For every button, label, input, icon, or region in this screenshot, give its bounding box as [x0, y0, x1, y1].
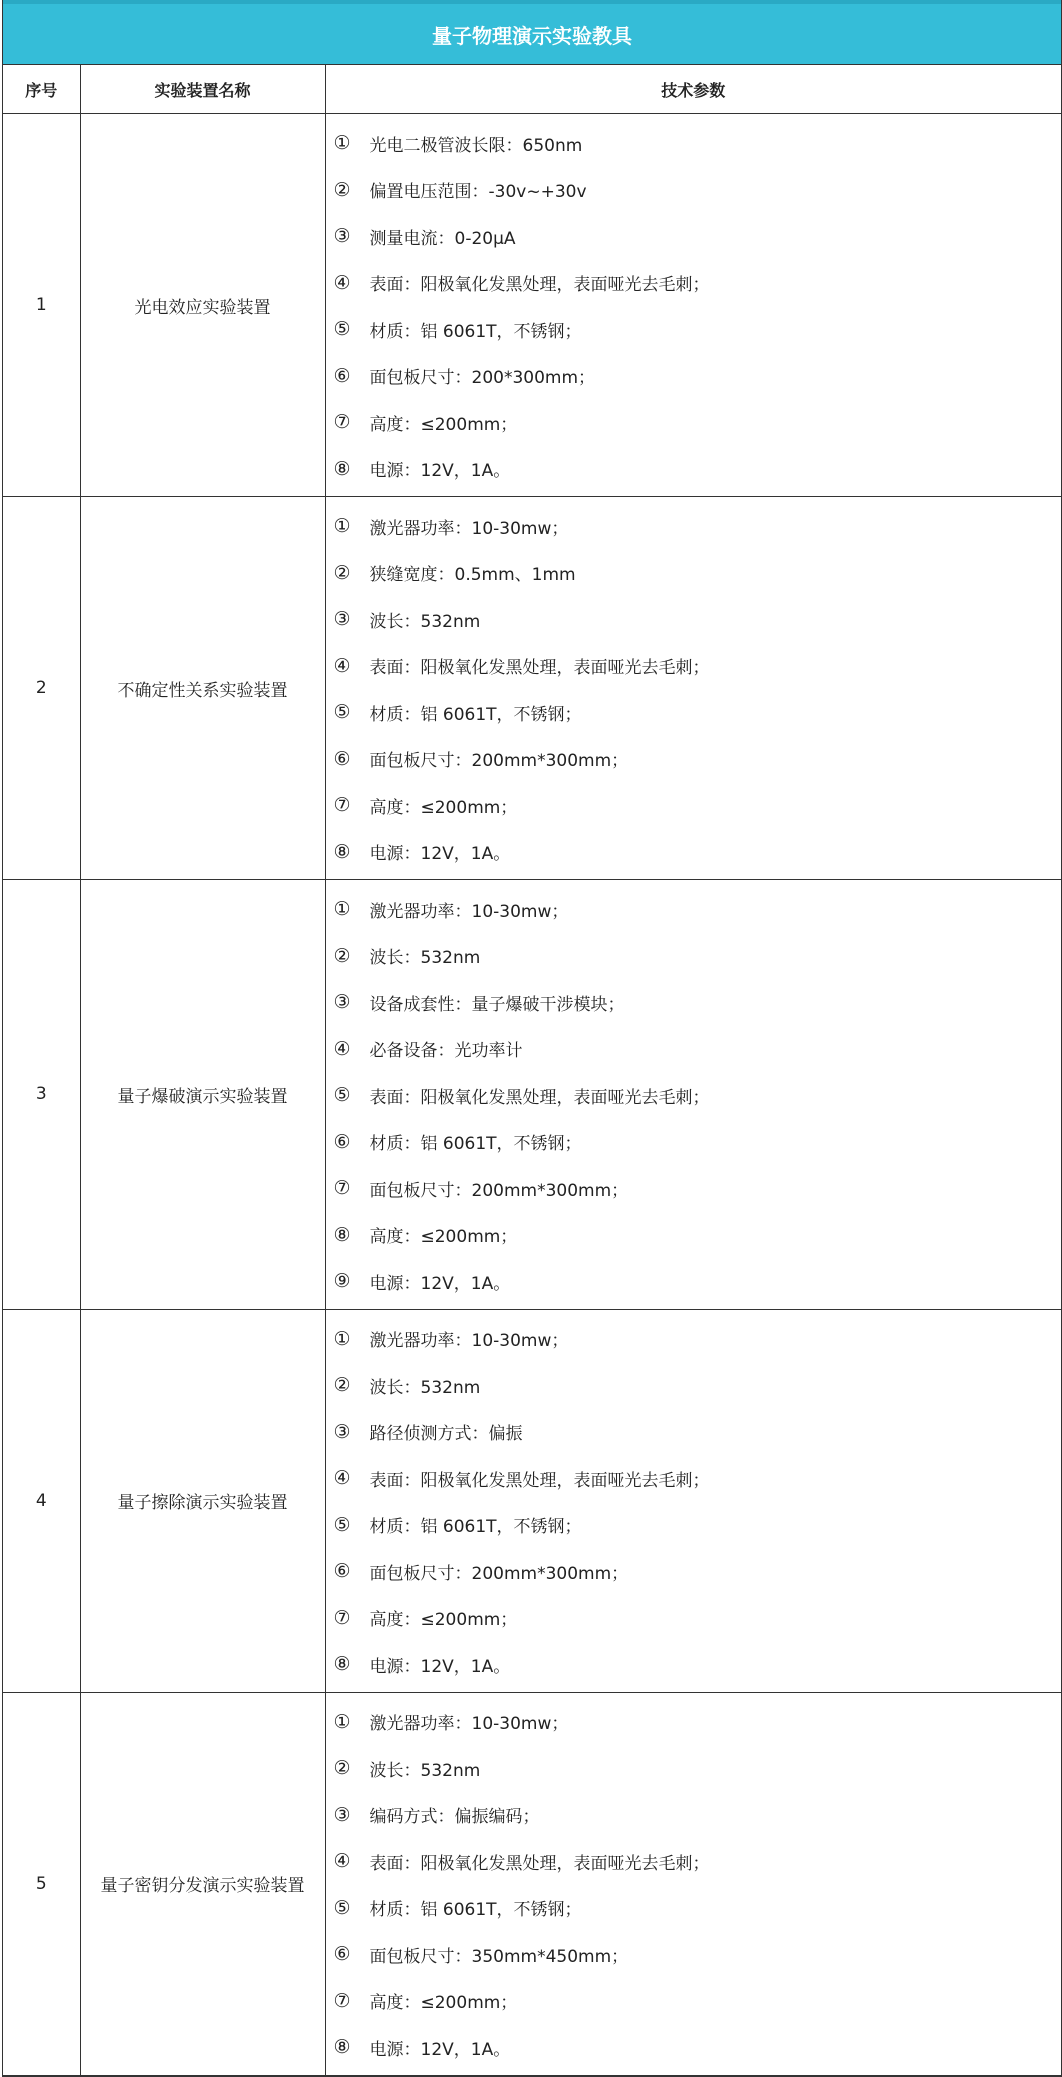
- param-number: ⑧: [333, 1653, 351, 1676]
- param-number: ⑥: [333, 364, 351, 387]
- param-item: [334, 1745, 1062, 1792]
- param-number: ⑤: [333, 1513, 351, 1536]
- param-item: [334, 1931, 1062, 1978]
- row-params: [325, 1309, 1061, 1692]
- row-seq: 4: [3, 1309, 80, 1692]
- param-item: [334, 167, 1062, 214]
- param-item: [334, 1455, 1062, 1502]
- param-item: [334, 1165, 1062, 1212]
- row-params: [325, 114, 1061, 497]
- param-text: 狭缝宽度：0.5mm、1mm: [369, 565, 576, 586]
- header-seq: 序号: [3, 65, 80, 114]
- param-number: ①: [333, 1327, 351, 1350]
- row-params: [325, 1692, 1061, 2075]
- row-device-name: 光电效应实验装置: [80, 114, 325, 497]
- param-number: ①: [333, 1710, 351, 1733]
- param-text: 表面：阳极氧化发黑处理，表面哑光去毛刺；: [369, 275, 710, 296]
- param-item: [334, 782, 1062, 829]
- row-seq: 3: [3, 880, 80, 1310]
- param-number: ③: [333, 1420, 351, 1443]
- row-device-name: 不确定性关系实验装置: [80, 497, 325, 880]
- param-text: 光电二极管波长限：650nm: [369, 135, 583, 156]
- param-number: ②: [333, 1757, 351, 1780]
- param-item: [334, 1119, 1062, 1166]
- row-device-name: 量子密钥分发演示实验装置: [80, 1692, 325, 2075]
- param-text: 材质：铝 6061T，不锈钢；: [369, 1134, 582, 1155]
- param-item: [334, 1885, 1062, 1932]
- param-number: ②: [333, 561, 351, 584]
- row-params: [325, 497, 1061, 880]
- param-number: ⑥: [333, 1130, 351, 1153]
- param-text: 材质：铝 6061T，不锈钢；: [369, 704, 582, 725]
- row-seq: 2: [3, 497, 80, 880]
- param-number: ③: [333, 1803, 351, 1826]
- param-item: [334, 1409, 1062, 1456]
- table-row: [3, 497, 1061, 880]
- param-number: ③: [333, 991, 351, 1014]
- table-row: [3, 1309, 1061, 1692]
- param-number: ④: [333, 1037, 351, 1060]
- param-item: [334, 1838, 1062, 1885]
- param-number: ⑥: [333, 1943, 351, 1966]
- row-seq: 5: [3, 1692, 80, 2075]
- param-number: ⑧: [333, 840, 351, 863]
- param-text: 面包板尺寸：200mm*300mm；: [369, 1180, 629, 1201]
- param-number: ②: [333, 1374, 351, 1397]
- param-number: ④: [333, 654, 351, 677]
- param-text: 高度：≤200mm；: [369, 797, 518, 818]
- param-number: ⑧: [333, 457, 351, 480]
- param-number: ⑦: [333, 794, 351, 817]
- param-item: [334, 260, 1062, 307]
- param-item: [334, 596, 1062, 643]
- param-text: 高度：≤200mm；: [369, 1993, 518, 2014]
- param-text: 表面：阳极氧化发黑处理，表面哑光去毛刺；: [369, 1470, 710, 1491]
- param-text: 激光器功率：10-30mw；: [369, 1714, 569, 1735]
- param-number: ④: [333, 1850, 351, 1873]
- param-number: ⑥: [333, 747, 351, 770]
- param-number: ⑤: [333, 1084, 351, 1107]
- param-text: 高度：≤200mm；: [369, 414, 518, 435]
- param-text: 电源：12V，1A。: [369, 2039, 511, 2060]
- param-text: 表面：阳极氧化发黑处理，表面哑光去毛刺；: [369, 1853, 710, 1874]
- param-text: 表面：阳极氧化发黑处理，表面哑光去毛刺；: [369, 658, 710, 679]
- param-text: 偏置电压范围：-30v~+30v: [369, 182, 587, 203]
- param-number: ⑧: [333, 1223, 351, 1246]
- param-number: ②: [333, 944, 351, 967]
- param-number: ①: [333, 132, 351, 155]
- param-text: 高度：≤200mm；: [369, 1227, 518, 1248]
- param-text: 必备设备：光功率计: [369, 1041, 523, 1062]
- param-number: ⑤: [333, 1896, 351, 1919]
- param-text: 波长：532nm: [369, 948, 481, 969]
- param-item: [334, 1978, 1062, 2025]
- param-number: ④: [333, 271, 351, 294]
- param-item: [334, 886, 1062, 933]
- param-text: 激光器功率：10-30mw；: [369, 518, 569, 539]
- table-row: [3, 880, 1061, 1310]
- table-row: [3, 1692, 1061, 2075]
- param-item: [334, 979, 1062, 1026]
- param-item: [334, 399, 1062, 446]
- param-text: 波长：532nm: [369, 611, 481, 632]
- param-item: [334, 1699, 1062, 1746]
- param-text: 面包板尺寸：200*300mm；: [369, 368, 596, 389]
- param-number: ⑥: [333, 1560, 351, 1583]
- param-item: [334, 1026, 1062, 1073]
- param-text: 波长：532nm: [369, 1760, 481, 1781]
- param-item: [334, 829, 1062, 876]
- param-number: ③: [333, 225, 351, 248]
- param-item: [334, 689, 1062, 736]
- param-item: [334, 503, 1062, 550]
- param-text: 电源：12V，1A。: [369, 461, 511, 482]
- param-number: ②: [333, 178, 351, 201]
- row-device-name: 量子爆破演示实验装置: [80, 880, 325, 1310]
- row-params: [325, 880, 1061, 1310]
- param-number: ⑨: [333, 1270, 351, 1293]
- param-text: 材质：铝 6061T，不锈钢；: [369, 321, 582, 342]
- param-item: [334, 1502, 1062, 1549]
- param-item: [334, 643, 1062, 690]
- param-item: [334, 1212, 1062, 1259]
- param-text: 波长：532nm: [369, 1377, 481, 1398]
- param-item: [334, 1641, 1062, 1688]
- param-item: [334, 1595, 1062, 1642]
- param-item: [334, 1072, 1062, 1119]
- header-name: 实验装置名称: [80, 65, 325, 114]
- param-text: 设备成套性：量子爆破干涉模块；: [369, 994, 625, 1015]
- param-text: 编码方式：偏振编码；: [369, 1807, 540, 1828]
- param-text: 电源：12V，1A。: [369, 1273, 511, 1294]
- param-number: ⑦: [333, 1989, 351, 2012]
- param-text: 电源：12V，1A。: [369, 844, 511, 865]
- param-number: ⑦: [333, 411, 351, 434]
- param-item: [334, 1316, 1062, 1363]
- param-item: [334, 1548, 1062, 1595]
- param-number: ⑤: [333, 701, 351, 724]
- param-item: [334, 2024, 1062, 2071]
- param-item: [334, 1792, 1062, 1839]
- param-number: ⑦: [333, 1606, 351, 1629]
- row-device-name: 量子擦除演示实验装置: [80, 1309, 325, 1692]
- param-number: ⑧: [333, 2036, 351, 2059]
- param-text: 面包板尺寸：200mm*300mm；: [369, 1563, 629, 1584]
- param-text: 激光器功率：10-30mw；: [369, 1331, 569, 1352]
- row-seq: 1: [3, 114, 80, 497]
- param-text: 材质：铝 6061T，不锈钢；: [369, 1517, 582, 1538]
- spec-table: [3, 64, 1061, 2076]
- param-item: [334, 446, 1062, 493]
- param-item: [334, 306, 1062, 353]
- param-text: 面包板尺寸：200mm*300mm；: [369, 751, 629, 772]
- param-item: [334, 736, 1062, 783]
- param-text: 路径侦测方式：偏振: [369, 1424, 523, 1445]
- param-number: ④: [333, 1467, 351, 1490]
- param-number: ⑤: [333, 318, 351, 341]
- header-row: [3, 65, 1061, 114]
- param-text: 表面：阳极氧化发黑处理，表面哑光去毛刺；: [369, 1087, 710, 1108]
- param-item: [334, 1362, 1062, 1409]
- param-item: [334, 213, 1062, 260]
- param-number: ⑦: [333, 1177, 351, 1200]
- table-body: [3, 114, 1061, 2076]
- param-text: 面包板尺寸：350mm*450mm；: [369, 1946, 629, 1967]
- header-params: 技术参数: [325, 65, 1061, 114]
- param-text: 电源：12V，1A。: [369, 1656, 511, 1677]
- param-number: ③: [333, 608, 351, 631]
- param-item: [334, 550, 1062, 597]
- param-item: [334, 120, 1062, 167]
- table-title: 量子物理演示实验教具: [3, 0, 1061, 64]
- param-text: 测量电流：0-20μA: [369, 228, 516, 249]
- param-number: ①: [333, 515, 351, 538]
- param-item: [334, 933, 1062, 980]
- param-text: 材质：铝 6061T，不锈钢；: [369, 1900, 582, 1921]
- param-number: ①: [333, 898, 351, 921]
- spec-table-sheet: [2, 0, 1062, 2077]
- param-text: 高度：≤200mm；: [369, 1610, 518, 1631]
- param-item: [334, 353, 1062, 400]
- param-text: 激光器功率：10-30mw；: [369, 901, 569, 922]
- param-item: [334, 1258, 1062, 1305]
- table-row: [3, 114, 1061, 497]
